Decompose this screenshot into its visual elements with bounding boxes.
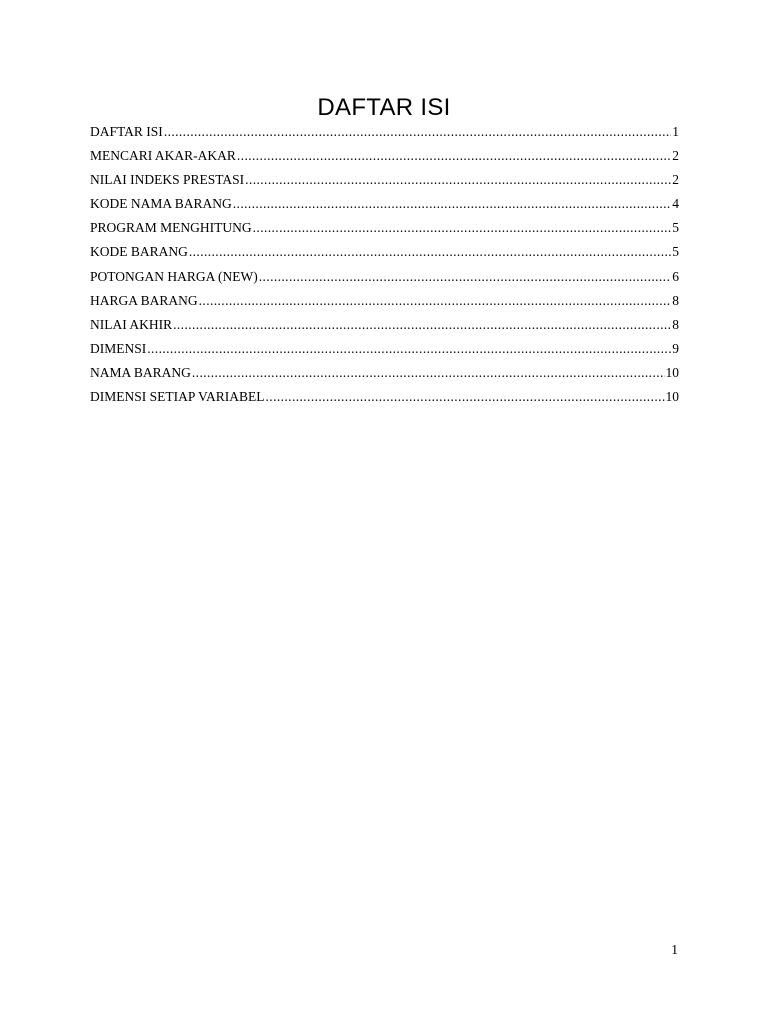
toc-entry[interactable] bbox=[90, 168, 679, 192]
page-number: 1 bbox=[671, 942, 678, 957]
toc-entry-label: NILAI AKHIR bbox=[90, 316, 173, 332]
toc-entry-page: 2 bbox=[672, 172, 679, 188]
toc-entry-page: 8 bbox=[672, 292, 679, 308]
toc-dot-leader bbox=[147, 337, 671, 361]
toc-entry-label: KODE NAMA BARANG bbox=[90, 196, 232, 212]
toc-dot-leader bbox=[233, 192, 671, 216]
toc-entry[interactable] bbox=[90, 240, 679, 264]
toc-entry-page: 9 bbox=[672, 340, 679, 356]
toc-entry[interactable] bbox=[90, 385, 679, 409]
toc-entry[interactable] bbox=[90, 120, 679, 144]
toc-entry-label: NAMA BARANG bbox=[90, 364, 191, 380]
toc-entry-page: 5 bbox=[672, 220, 679, 236]
toc-dot-leader bbox=[189, 240, 671, 264]
toc-dot-leader bbox=[199, 289, 672, 313]
toc-entry-label: DIMENSI SETIAP VARIABEL bbox=[90, 389, 265, 405]
toc-dot-leader bbox=[259, 265, 672, 289]
toc-entry-page: 5 bbox=[672, 244, 679, 260]
toc-entry[interactable] bbox=[90, 361, 679, 385]
toc-entry-page: 10 bbox=[665, 389, 679, 405]
toc-entry-label: KODE BARANG bbox=[90, 244, 188, 260]
toc-entry-page: 10 bbox=[665, 364, 679, 380]
toc-entry[interactable] bbox=[90, 192, 679, 216]
toc-dot-leader bbox=[253, 216, 672, 240]
toc-entry-page: 1 bbox=[672, 124, 679, 139]
toc-dot-leader bbox=[173, 313, 671, 337]
toc-dot-leader bbox=[266, 385, 665, 409]
toc-entry[interactable] bbox=[90, 265, 679, 289]
toc-entry[interactable] bbox=[90, 289, 679, 313]
toc-entry[interactable] bbox=[90, 144, 679, 168]
toc-entry-page: 6 bbox=[672, 268, 679, 284]
toc-entry-page: 4 bbox=[672, 196, 679, 212]
toc-entry-label: DIMENSI bbox=[90, 340, 147, 356]
toc-entry-label: HARGA BARANG bbox=[90, 292, 198, 308]
toc-entry[interactable] bbox=[90, 313, 679, 337]
toc-entry-page: 2 bbox=[672, 148, 679, 164]
toc-dot-leader bbox=[192, 361, 665, 385]
toc-dot-leader bbox=[164, 120, 671, 144]
toc-entry-label: POTONGAN HARGA (NEW) bbox=[90, 268, 258, 284]
toc-entry-label: NILAI INDEKS PRESTASI bbox=[90, 172, 245, 188]
toc-entry-label: PROGRAM MENGHITUNG bbox=[90, 220, 252, 236]
page-title: DAFTAR ISI bbox=[317, 94, 451, 121]
toc-entry-label: DAFTAR ISI bbox=[90, 124, 163, 139]
table-of-contents bbox=[90, 120, 679, 409]
toc-dot-leader bbox=[245, 168, 671, 192]
toc-entry-page: 8 bbox=[672, 316, 679, 332]
toc-entry-label: MENCARI AKAR-AKAR bbox=[90, 148, 236, 164]
toc-dot-leader bbox=[237, 144, 671, 168]
toc-entry[interactable] bbox=[90, 337, 679, 361]
toc-entry[interactable] bbox=[90, 216, 679, 240]
